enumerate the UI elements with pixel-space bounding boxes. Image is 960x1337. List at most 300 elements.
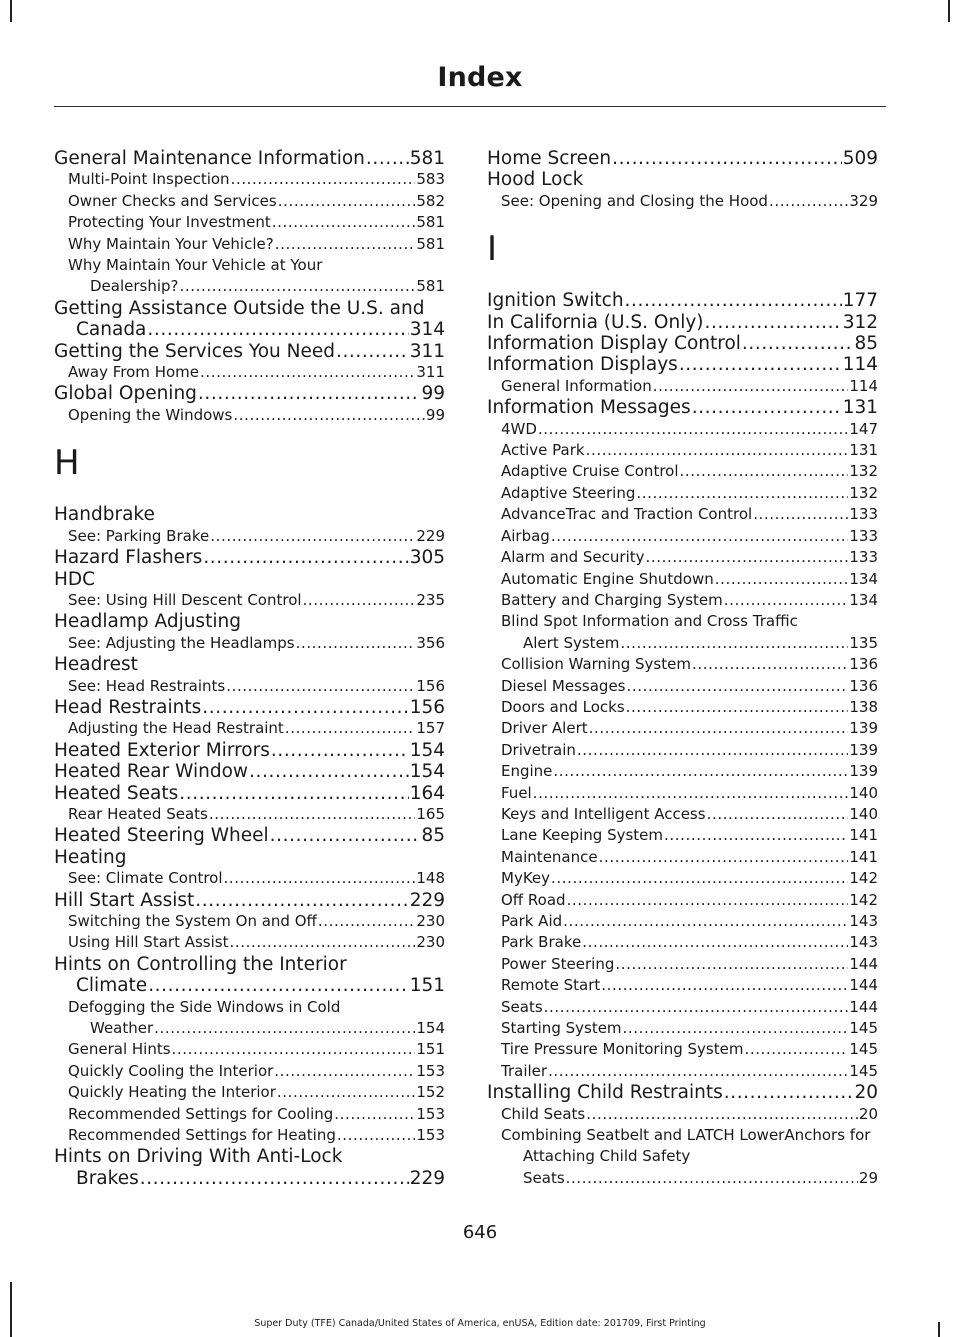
index-entry [54,526,445,547]
page-ref: 140 [849,804,878,823]
dot-leader [366,148,409,169]
index-entry [487,1018,878,1039]
entry-title: Adjusting the Head Restraint [68,719,284,738]
index-entry [54,234,445,255]
index-entry [54,697,445,718]
entry-title: Airbag [501,526,550,545]
index-entry [487,890,878,911]
dot-leader [623,1018,849,1039]
page-ref: 154 [416,1019,445,1038]
entry-title-cont: Canada [76,319,147,341]
index-entry [54,740,445,761]
index-entry [487,676,878,697]
dot-leader [724,1082,854,1103]
page-ref: 164 [409,782,445,804]
dot-leader [224,868,416,889]
entry-title: See: Climate Control [68,869,223,888]
index-entry [487,804,878,825]
entry-title: In California (U.S. Only) [487,311,704,333]
page-ref: 229 [409,1167,445,1189]
entry-tail [76,319,445,340]
index-entry [487,697,878,718]
index-entry [487,1104,878,1125]
entry-title-cont: Alert System [523,633,620,652]
entry-title: Automatic Engine Shutdown [501,569,714,588]
page-ref: 20 [854,1082,878,1104]
index-entry [54,1146,445,1189]
page-ref: 153 [416,1061,445,1080]
index-entry [487,997,878,1018]
page-ref: 133 [849,526,878,545]
index-entry [54,911,445,932]
entry-title: Starting System [501,1019,622,1038]
index-entry [54,611,445,632]
entry-title: Quickly Cooling the Interior [68,1061,274,1080]
entry-title: Remote Start [501,976,601,995]
dot-leader [753,504,848,525]
dot-leader [278,191,416,212]
dot-leader [548,1061,848,1082]
index-entry [54,783,445,804]
entry-title: See: Adjusting the Headlamps [68,633,295,652]
page-ref: 114 [849,376,878,395]
index-entry [54,1061,445,1082]
entry-title: Battery and Charging System [501,590,723,609]
dot-leader [599,847,849,868]
entry-title: Hints on Driving With Anti-Lock [54,1146,343,1168]
page-ref: 139 [849,719,878,738]
page-ref: 305 [409,547,445,569]
page-ref: 136 [849,676,878,695]
index-entry [54,847,445,868]
index-entry [54,932,445,953]
dot-leader [172,1039,416,1060]
dot-leader [336,341,409,362]
index-entry [54,997,445,1040]
dot-leader [653,376,849,397]
index-entry [487,483,878,504]
entry-tail [76,1168,445,1189]
index-entry [54,825,445,846]
page-title: Index [437,62,523,93]
entry-tail [523,1168,878,1189]
dot-leader [724,590,849,611]
page-ref: 151 [409,975,445,997]
entry-title: Multi-Point Inspection [68,170,230,189]
index-entry [487,169,878,190]
index-entry [54,148,445,169]
dot-leader [563,911,848,932]
dot-leader [679,354,842,375]
dot-leader [544,997,849,1018]
dot-leader [612,148,842,169]
entry-title: Recommended Settings for Heating [68,1126,336,1145]
index-entry [487,975,878,996]
index-entry [487,419,878,440]
page-ref: 143 [849,933,878,952]
dot-leader [200,362,415,383]
dot-leader [615,954,848,975]
entry-title: Why Maintain Your Vehicle at Your [68,256,323,275]
index-entry [54,804,445,825]
page-ref: 583 [416,170,445,189]
page-ref: 148 [416,869,445,888]
entry-title-cont: Seats [523,1168,565,1187]
index-entry [487,148,878,169]
index-entry [54,954,445,997]
dot-leader [140,1168,409,1189]
index-entry [54,761,445,782]
dot-leader [566,1168,858,1189]
entry-title-cont: Weather [90,1019,154,1038]
index-entry [54,341,445,362]
page-ref: 329 [849,191,878,210]
entry-title: See: Using Hill Descent Control [68,590,302,609]
entry-title: See: Opening and Closing the Hood [501,191,768,210]
index-entry [487,440,878,461]
page-ref: 20 [858,1104,878,1123]
page-ref: 154 [409,739,445,761]
dot-leader [285,718,416,739]
footer-edition-text: Super Duty (TFE) Canada/United States of America, enUSA, Edition date: 201709, First Printing [254,1318,706,1329]
entry-title: Combining Seatbelt and LATCH Lower [501,1126,785,1145]
dot-leader [209,804,416,825]
page-ref: 229 [416,526,445,545]
page-ref: 152 [416,1083,445,1102]
entry-title: Global Opening [54,383,197,405]
index-entry [54,569,445,590]
index-column-right [487,148,878,1189]
dot-leader [620,633,848,654]
page-ref: 230 [416,933,445,952]
entry-title: Owner Checks and Services [68,191,277,210]
dot-leader [147,319,408,340]
index-entry [54,1104,445,1125]
page-ref: 165 [416,804,445,823]
dot-leader [742,333,854,354]
page-ref: 85 [854,333,878,355]
dot-leader [179,783,408,804]
index-entry [54,1082,445,1103]
dot-leader [646,547,849,568]
entry-title: Using Hill Start Assist [68,933,229,952]
dot-leader [334,1104,415,1125]
entry-title: Keys and Intelligent Access [501,804,706,823]
page-ref: 311 [409,340,445,362]
dot-leader [567,890,849,911]
index-entry [487,397,878,418]
page-ref: 153 [416,1104,445,1123]
dot-leader [271,740,409,761]
entry-title: Defogging the Side Windows in Cold [68,997,341,1016]
index-entry [487,333,878,354]
entry-title: AdvanceTrac and Traction Control [501,505,753,524]
index-entry [487,932,878,953]
index-entry [487,1125,878,1189]
entry-title: Installing Child Restraints [487,1082,723,1104]
index-entry [487,911,878,932]
page-ref: 140 [849,783,878,802]
dot-leader [249,761,409,782]
entry-title: Hints on Controlling the Interior [54,953,347,975]
entry-title: Information Displays [487,354,678,376]
index-entry [487,376,878,397]
page-ref: 144 [849,997,878,1016]
index-entry [54,169,445,190]
index-entry [54,504,445,525]
dot-leader [586,440,849,461]
entry-title: Drivetrain [501,740,576,759]
page-ref: 312 [842,311,878,333]
page-number: 646 [462,1222,498,1243]
entry-title: Headlamp Adjusting [54,611,241,633]
page-ref: 151 [416,1040,445,1059]
entry-title: Switching the System On and Off [68,912,317,930]
dot-leader [636,483,848,504]
index-entry [487,1061,878,1082]
entry-title: Park Brake [501,933,582,952]
entry-title: Doors and Locks [501,697,625,716]
page-ref: 131 [849,441,878,460]
index-entry [487,1039,878,1060]
entry-title: Heating [54,846,127,868]
dot-leader [664,825,848,846]
dot-leader [303,590,416,611]
index-entry [487,611,878,654]
page-ref: 230 [416,912,445,930]
dot-leader [692,654,848,675]
entry-tail [523,633,878,654]
entry-title: 4WD [501,419,537,438]
page-ref: 133 [849,505,878,524]
index-entry [487,312,878,333]
page-ref: 145 [849,1040,878,1059]
dot-leader [229,932,415,953]
header-rule [54,106,886,107]
entry-title: Head Restraints [54,696,202,718]
index-entry [487,740,878,761]
dot-leader [601,975,848,996]
dot-leader [272,212,416,233]
entry-title: Lane Keeping System [501,826,664,845]
index-entry [487,569,878,590]
index-entry [54,362,445,383]
dot-leader [715,569,849,590]
dot-leader [533,783,849,804]
entry-title: Rear Heated Seats [68,804,208,823]
section-letter: H [54,443,80,484]
page-ref: 135 [849,633,878,652]
page-ref: 157 [416,719,445,738]
page-ref: 147 [849,419,878,438]
index-entry [54,590,445,611]
index-entry [54,191,445,212]
index-entry [487,526,878,547]
dot-leader [582,932,848,953]
entry-title: Heated Exterior Mirrors [54,739,270,761]
index-entry [54,868,445,889]
entry-title: Protecting Your Investment [68,213,271,232]
index-entry [487,1082,878,1103]
dot-leader [705,312,842,333]
page-ref: 153 [416,1126,445,1145]
page-ref: 142 [849,890,878,909]
section-letter: I [487,229,498,270]
index-entry [54,212,445,233]
page-ref: 136 [849,655,878,674]
entry-title: Maintenance [501,847,598,866]
dot-leader [551,526,849,547]
dot-leader [551,868,848,889]
entry-title: Alarm and Security [501,548,645,567]
dot-leader [577,740,848,761]
page-ref: 29 [858,1168,878,1187]
dot-leader [277,1082,415,1103]
entry-title: Heated Rear Window [54,761,249,783]
page-ref: 143 [849,912,878,930]
page-ref: 134 [849,569,878,588]
page-ref: 582 [416,191,445,210]
index-column-left [54,148,445,1189]
entry-title-cont: Anchors for Attaching Child Safety [523,1126,871,1166]
page-ref: 142 [849,869,878,888]
index-entry [487,590,878,611]
entry-title: Trailer [501,1061,548,1080]
page-ref: 156 [409,696,445,718]
page-ref: 139 [849,740,878,759]
entry-title: Park Aid [501,912,563,930]
entry-title: Seats [501,997,543,1016]
index-entry [487,290,878,311]
dot-leader [148,975,408,996]
entry-title: General Maintenance Information [54,148,365,169]
page-ref: 144 [849,976,878,995]
index-entry [54,547,445,568]
dot-leader [154,1018,415,1039]
entry-title: General Hints [68,1040,171,1059]
index-entry [487,954,878,975]
dot-leader [195,890,408,911]
entry-title: Tire Pressure Monitoring System [501,1040,744,1059]
crop-mark-top-right [948,0,950,22]
entry-title: Fuel [501,783,532,802]
entry-title: Diesel Messages [501,676,626,695]
dot-leader [296,633,416,654]
entry-title: HDC [54,568,96,590]
dot-leader [680,461,849,482]
dot-leader [626,697,849,718]
entry-tail [90,276,445,297]
page-ref: 314 [409,319,445,341]
page-ref: 141 [849,847,878,866]
entry-title: Heated Seats [54,782,179,804]
page-ref: 138 [849,697,878,716]
entry-title: Headrest [54,654,138,676]
dot-leader [337,1125,415,1146]
entry-title: Quickly Heating the Interior [68,1083,276,1102]
entry-title: Ignition Switch [487,290,624,312]
entry-title: Getting the Services You Need [54,340,335,362]
dot-leader [586,1104,858,1125]
page-ref: 154 [409,761,445,783]
dot-leader [625,290,842,311]
page-ref: 156 [416,676,445,695]
dot-leader [626,676,848,697]
index-entry [54,890,445,911]
index-entry [487,761,878,782]
dot-leader [180,276,416,297]
index-entry [54,718,445,739]
dot-leader [707,804,849,825]
page-ref: 132 [849,483,878,502]
page-ref: 581 [416,277,445,296]
entry-title: Information Display Control [487,333,741,355]
entry-title: Hood Lock [487,169,584,191]
page-ref: 131 [842,397,878,419]
index-entry [487,847,878,868]
dot-leader [538,419,848,440]
page-ref: 356 [416,633,445,652]
page-ref: 145 [849,1061,878,1080]
index-entry [487,504,878,525]
entry-tail [76,975,445,996]
entry-tail [90,1018,445,1039]
entry-title: Information Messages [487,397,691,419]
dot-leader [553,761,848,782]
index-entry [487,868,878,889]
page-ref: 235 [416,590,445,609]
dot-leader [226,676,415,697]
page-ref: 114 [842,354,878,376]
page-ref: 133 [849,548,878,567]
dot-leader [275,234,416,255]
entry-title: Collision Warning System [501,655,691,674]
index-entry [54,633,445,654]
index-entry [54,1125,445,1146]
entry-title: Blind Spot Information and Cross Traffic [501,612,798,631]
index-entry [487,783,878,804]
entry-title: Driver Alert [501,719,588,738]
entry-title-cont: Climate [76,975,148,997]
dot-leader [198,383,421,404]
page-ref: 134 [849,590,878,609]
crop-mark-top-left [10,0,12,22]
entry-title-cont: Brakes [76,1167,139,1189]
dot-leader [210,526,415,547]
entry-title: See: Head Restraints [68,676,226,695]
entry-title: Handbrake [54,504,155,526]
page-ref: 509 [842,148,878,169]
page-ref: 144 [849,954,878,973]
dot-leader [692,397,842,418]
dot-leader [233,405,425,426]
page-ref: 99 [421,383,445,405]
entry-title: Active Park [501,441,585,460]
entry-title: Power Steering [501,954,615,973]
page-ref: 581 [409,148,445,169]
dot-leader [202,697,408,718]
index-entry [487,354,878,375]
page-ref: 141 [849,826,878,845]
entry-title: Off Road [501,890,566,909]
entry-title: See: Parking Brake [68,526,210,545]
page-ref: 229 [409,889,445,911]
entry-title: General Information [501,376,652,395]
entry-title: Adaptive Cruise Control [501,462,679,481]
index-entry [54,654,445,675]
page-ref: 99 [425,405,445,424]
index-entry [487,825,878,846]
